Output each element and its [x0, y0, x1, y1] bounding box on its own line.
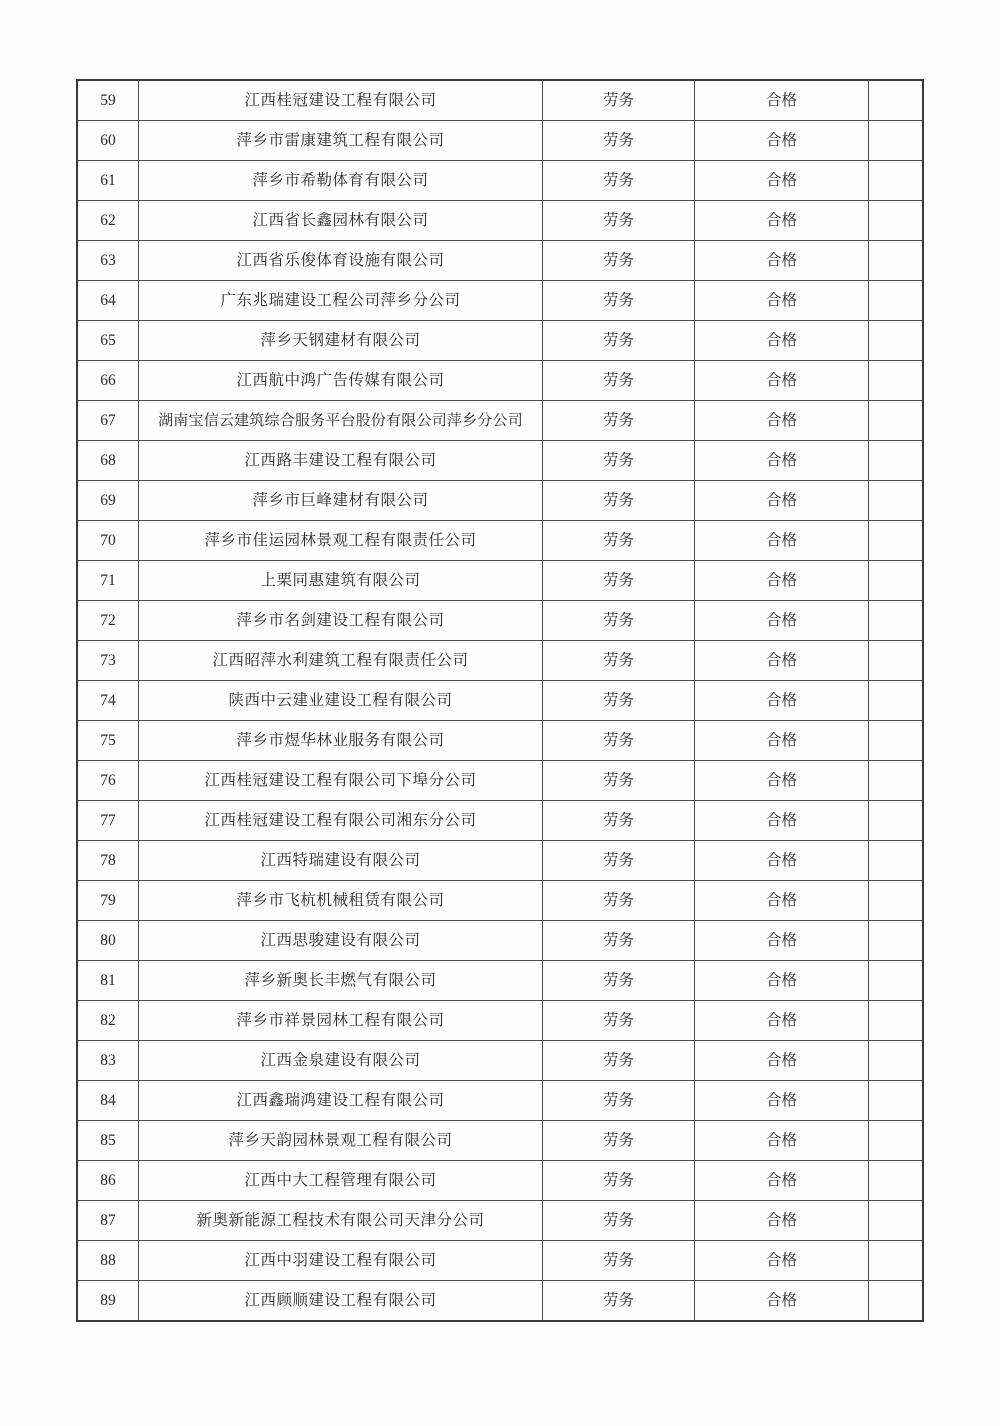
- row-number-cell: 69: [77, 481, 139, 521]
- table-body: [77, 80, 923, 1321]
- company-name-cell: 江西昭萍水利建筑工程有限责任公司: [139, 641, 543, 681]
- remark-cell: [869, 80, 924, 121]
- result-cell: 合格: [695, 641, 869, 681]
- result-cell: 合格: [695, 201, 869, 241]
- result-cell: 合格: [695, 321, 869, 361]
- company-name-cell: 广东兆瑞建设工程公司萍乡分公司: [139, 281, 543, 321]
- service-type-cell: 劳务: [543, 521, 695, 561]
- remark-cell: [869, 1241, 924, 1281]
- service-type-cell: 劳务: [543, 721, 695, 761]
- qualification-table: [76, 79, 924, 1322]
- table-row: [77, 521, 923, 561]
- company-name-cell: 萍乡市名剑建设工程有限公司: [139, 601, 543, 641]
- remark-cell: [869, 481, 924, 521]
- result-cell: 合格: [695, 481, 869, 521]
- row-number-cell: 87: [77, 1201, 139, 1241]
- service-type-cell: 劳务: [543, 801, 695, 841]
- company-name-cell: 江西顾顺建设工程有限公司: [139, 1281, 543, 1322]
- row-number-cell: 67: [77, 401, 139, 441]
- service-type-cell: 劳务: [543, 241, 695, 281]
- row-number-cell: 72: [77, 601, 139, 641]
- row-number-cell: 86: [77, 1161, 139, 1201]
- table-row: [77, 721, 923, 761]
- table-row: [77, 681, 923, 721]
- row-number-cell: 62: [77, 201, 139, 241]
- table-row: [77, 961, 923, 1001]
- remark-cell: [869, 881, 924, 921]
- result-cell: 合格: [695, 401, 869, 441]
- service-type-cell: 劳务: [543, 481, 695, 521]
- result-cell: 合格: [695, 881, 869, 921]
- table-row: [77, 321, 923, 361]
- table-row: [77, 561, 923, 601]
- company-name-cell: 上栗同惠建筑有限公司: [139, 561, 543, 601]
- company-name-cell: 江西特瑞建设有限公司: [139, 841, 543, 881]
- remark-cell: [869, 601, 924, 641]
- remark-cell: [869, 841, 924, 881]
- row-number-cell: 64: [77, 281, 139, 321]
- company-name-cell: 江西路丰建设工程有限公司: [139, 441, 543, 481]
- result-cell: 合格: [695, 1201, 869, 1241]
- result-cell: 合格: [695, 561, 869, 601]
- service-type-cell: 劳务: [543, 761, 695, 801]
- remark-cell: [869, 1041, 924, 1081]
- row-number-cell: 70: [77, 521, 139, 561]
- result-cell: 合格: [695, 1081, 869, 1121]
- company-name-cell: 江西思骏建设有限公司: [139, 921, 543, 961]
- remark-cell: [869, 401, 924, 441]
- result-cell: 合格: [695, 681, 869, 721]
- row-number-cell: 81: [77, 961, 139, 1001]
- remark-cell: [869, 121, 924, 161]
- company-name-cell: 萍乡市希勒体育有限公司: [139, 161, 543, 201]
- company-name-cell: 萍乡市佳运园林景观工程有限责任公司: [139, 521, 543, 561]
- table-row: [77, 801, 923, 841]
- company-name-cell: 江西中大工程管理有限公司: [139, 1161, 543, 1201]
- row-number-cell: 89: [77, 1281, 139, 1322]
- result-cell: 合格: [695, 841, 869, 881]
- service-type-cell: 劳务: [543, 1161, 695, 1201]
- result-cell: 合格: [695, 1041, 869, 1081]
- table-row: [77, 201, 923, 241]
- company-name-cell: 陕西中云建业建设工程有限公司: [139, 681, 543, 721]
- remark-cell: [869, 161, 924, 201]
- company-name-cell: 萍乡市飞杭机械租赁有限公司: [139, 881, 543, 921]
- service-type-cell: 劳务: [543, 1041, 695, 1081]
- table-row: [77, 401, 923, 441]
- remark-cell: [869, 1201, 924, 1241]
- row-number-cell: 83: [77, 1041, 139, 1081]
- table-row: [77, 601, 923, 641]
- company-name-cell: 萍乡天钢建材有限公司: [139, 321, 543, 361]
- row-number-cell: 66: [77, 361, 139, 401]
- table-row: [77, 161, 923, 201]
- service-type-cell: 劳务: [543, 201, 695, 241]
- remark-cell: [869, 281, 924, 321]
- table-row: [77, 1081, 923, 1121]
- service-type-cell: 劳务: [543, 841, 695, 881]
- remark-cell: [869, 641, 924, 681]
- result-cell: 合格: [695, 441, 869, 481]
- service-type-cell: 劳务: [543, 121, 695, 161]
- company-name-cell: 江西中羽建设工程有限公司: [139, 1241, 543, 1281]
- table-row: [77, 761, 923, 801]
- row-number-cell: 79: [77, 881, 139, 921]
- table-row: [77, 1041, 923, 1081]
- service-type-cell: 劳务: [543, 1121, 695, 1161]
- service-type-cell: 劳务: [543, 1241, 695, 1281]
- result-cell: 合格: [695, 281, 869, 321]
- table-row: [77, 1241, 923, 1281]
- table-row: [77, 1281, 923, 1322]
- remark-cell: [869, 361, 924, 401]
- remark-cell: [869, 1281, 924, 1322]
- service-type-cell: 劳务: [543, 921, 695, 961]
- table-row: [77, 1201, 923, 1241]
- result-cell: 合格: [695, 521, 869, 561]
- table-row: [77, 441, 923, 481]
- result-cell: 合格: [695, 601, 869, 641]
- remark-cell: [869, 761, 924, 801]
- service-type-cell: 劳务: [543, 681, 695, 721]
- remark-cell: [869, 681, 924, 721]
- company-name-cell: 萍乡市巨峰建材有限公司: [139, 481, 543, 521]
- service-type-cell: 劳务: [543, 641, 695, 681]
- company-name-cell: 新奥新能源工程技术有限公司天津分公司: [139, 1201, 543, 1241]
- table-row: [77, 121, 923, 161]
- result-cell: 合格: [695, 161, 869, 201]
- remark-cell: [869, 561, 924, 601]
- company-name-cell: 江西省乐俊体育设施有限公司: [139, 241, 543, 281]
- remark-cell: [869, 1161, 924, 1201]
- row-number-cell: 85: [77, 1121, 139, 1161]
- table-row: [77, 281, 923, 321]
- table-row: [77, 1121, 923, 1161]
- result-cell: 合格: [695, 961, 869, 1001]
- company-name-cell: 萍乡天韵园林景观工程有限公司: [139, 1121, 543, 1161]
- company-name-cell: 萍乡市煜华林业服务有限公司: [139, 721, 543, 761]
- result-cell: 合格: [695, 721, 869, 761]
- service-type-cell: 劳务: [543, 441, 695, 481]
- table-row: [77, 361, 923, 401]
- row-number-cell: 68: [77, 441, 139, 481]
- service-type-cell: 劳务: [543, 361, 695, 401]
- result-cell: 合格: [695, 1121, 869, 1161]
- remark-cell: [869, 1081, 924, 1121]
- result-cell: 合格: [695, 761, 869, 801]
- remark-cell: [869, 321, 924, 361]
- remark-cell: [869, 961, 924, 1001]
- table-row: [77, 1001, 923, 1041]
- row-number-cell: 63: [77, 241, 139, 281]
- service-type-cell: 劳务: [543, 1201, 695, 1241]
- remark-cell: [869, 721, 924, 761]
- result-cell: 合格: [695, 361, 869, 401]
- remark-cell: [869, 441, 924, 481]
- company-name-cell: 湖南宝信云建筑综合服务平台股份有限公司萍乡分公司: [139, 401, 543, 441]
- row-number-cell: 82: [77, 1001, 139, 1041]
- table-row: [77, 921, 923, 961]
- service-type-cell: 劳务: [543, 401, 695, 441]
- row-number-cell: 77: [77, 801, 139, 841]
- remark-cell: [869, 1001, 924, 1041]
- service-type-cell: 劳务: [543, 80, 695, 121]
- row-number-cell: 80: [77, 921, 139, 961]
- table-row: [77, 841, 923, 881]
- row-number-cell: 59: [77, 80, 139, 121]
- row-number-cell: 61: [77, 161, 139, 201]
- row-number-cell: 74: [77, 681, 139, 721]
- table-row: [77, 241, 923, 281]
- row-number-cell: 76: [77, 761, 139, 801]
- service-type-cell: 劳务: [543, 601, 695, 641]
- service-type-cell: 劳务: [543, 1281, 695, 1322]
- row-number-cell: 73: [77, 641, 139, 681]
- result-cell: 合格: [695, 921, 869, 961]
- company-name-cell: 江西桂冠建设工程有限公司下埠分公司: [139, 761, 543, 801]
- result-cell: 合格: [695, 1281, 869, 1322]
- company-name-cell: 江西桂冠建设工程有限公司: [139, 80, 543, 121]
- result-cell: 合格: [695, 801, 869, 841]
- row-number-cell: 60: [77, 121, 139, 161]
- remark-cell: [869, 241, 924, 281]
- company-name-cell: 江西航中鸿广告传媒有限公司: [139, 361, 543, 401]
- remark-cell: [869, 801, 924, 841]
- company-name-cell: 江西桂冠建设工程有限公司湘东分公司: [139, 801, 543, 841]
- remark-cell: [869, 201, 924, 241]
- row-number-cell: 71: [77, 561, 139, 601]
- company-name-cell: 江西金泉建设有限公司: [139, 1041, 543, 1081]
- remark-cell: [869, 1121, 924, 1161]
- company-name-cell: 江西省长鑫园林有限公司: [139, 201, 543, 241]
- service-type-cell: 劳务: [543, 161, 695, 201]
- result-cell: 合格: [695, 121, 869, 161]
- row-number-cell: 75: [77, 721, 139, 761]
- remark-cell: [869, 921, 924, 961]
- row-number-cell: 84: [77, 1081, 139, 1121]
- result-cell: 合格: [695, 241, 869, 281]
- remark-cell: [869, 521, 924, 561]
- service-type-cell: 劳务: [543, 961, 695, 1001]
- result-cell: 合格: [695, 1001, 869, 1041]
- service-type-cell: 劳务: [543, 281, 695, 321]
- company-name-cell: 萍乡市祥景园林工程有限公司: [139, 1001, 543, 1041]
- table-row: [77, 641, 923, 681]
- result-cell: 合格: [695, 80, 869, 121]
- service-type-cell: 劳务: [543, 561, 695, 601]
- table-row: [77, 80, 923, 121]
- table-row: [77, 481, 923, 521]
- table-row: [77, 1161, 923, 1201]
- company-name-cell: 萍乡新奥长丰燃气有限公司: [139, 961, 543, 1001]
- result-cell: 合格: [695, 1161, 869, 1201]
- row-number-cell: 65: [77, 321, 139, 361]
- company-name-cell: 萍乡市雷康建筑工程有限公司: [139, 121, 543, 161]
- company-name-cell: 江西鑫瑞鸿建设工程有限公司: [139, 1081, 543, 1121]
- result-cell: 合格: [695, 1241, 869, 1281]
- service-type-cell: 劳务: [543, 1081, 695, 1121]
- service-type-cell: 劳务: [543, 881, 695, 921]
- service-type-cell: 劳务: [543, 321, 695, 361]
- row-number-cell: 78: [77, 841, 139, 881]
- table-row: [77, 881, 923, 921]
- service-type-cell: 劳务: [543, 1001, 695, 1041]
- row-number-cell: 88: [77, 1241, 139, 1281]
